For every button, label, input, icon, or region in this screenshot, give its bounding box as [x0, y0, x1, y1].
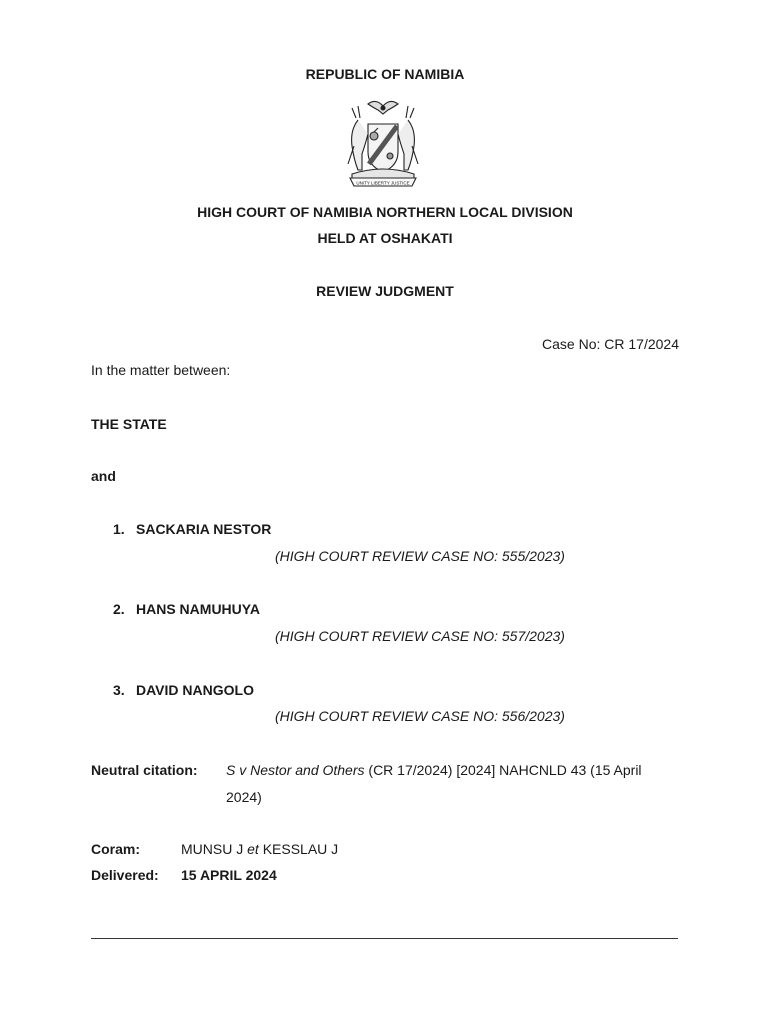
document-type-heading: REVIEW JUDGMENT — [316, 283, 454, 299]
case-number: Case No: CR 17/2024 — [542, 336, 679, 352]
horizontal-rule — [91, 938, 678, 939]
citation-reference: (CR 17/2024) [2024] NAHCNLD 43 (15 April — [364, 762, 642, 778]
court-name: HIGH COURT OF NAMIBIA NORTHERN LOCAL DIVISION — [197, 204, 573, 220]
list-item-number: 1. — [113, 521, 125, 537]
neutral-citation-label: Neutral citation: — [91, 762, 198, 778]
coram-judges — [181, 841, 338, 857]
judge-name: KESSLAU J — [258, 841, 339, 857]
citation-reference-continued: 2024) — [226, 789, 262, 805]
list-item-number: 2. — [113, 601, 125, 617]
matter-between-label: In the matter between: — [91, 362, 231, 378]
judge-name: MUNSU J — [181, 841, 248, 857]
delivered-date: 15 APRIL 2024 — [181, 867, 277, 883]
delivered-label: Delivered: — [91, 867, 159, 883]
coram-label: Coram: — [91, 841, 141, 857]
conjunction-and: and — [91, 468, 116, 484]
list-item-number: 3. — [113, 682, 125, 698]
accused-case-ref: (HIGH COURT REVIEW CASE NO: 557/2023) — [275, 628, 565, 644]
et-word: et — [247, 841, 259, 857]
accused-name: SACKARIA NESTOR — [136, 521, 272, 537]
coat-of-arms-icon — [338, 94, 428, 190]
court-location: HELD AT OSHAKATI — [317, 230, 453, 246]
neutral-citation-value — [226, 762, 642, 778]
accused-name: DAVID NANGOLO — [136, 682, 254, 698]
accused-case-ref: (HIGH COURT REVIEW CASE NO: 556/2023) — [275, 708, 565, 724]
crest-motto: UNITY LIBERTY JUSTICE — [356, 180, 410, 186]
country-heading: REPUBLIC OF NAMIBIA — [305, 66, 465, 82]
citation-case-name: S v Nestor and Others — [226, 762, 365, 778]
accused-case-ref: (HIGH COURT REVIEW CASE NO: 555/2023) — [275, 548, 565, 564]
party-state: THE STATE — [91, 416, 167, 432]
accused-name: HANS NAMUHUYA — [136, 601, 260, 617]
